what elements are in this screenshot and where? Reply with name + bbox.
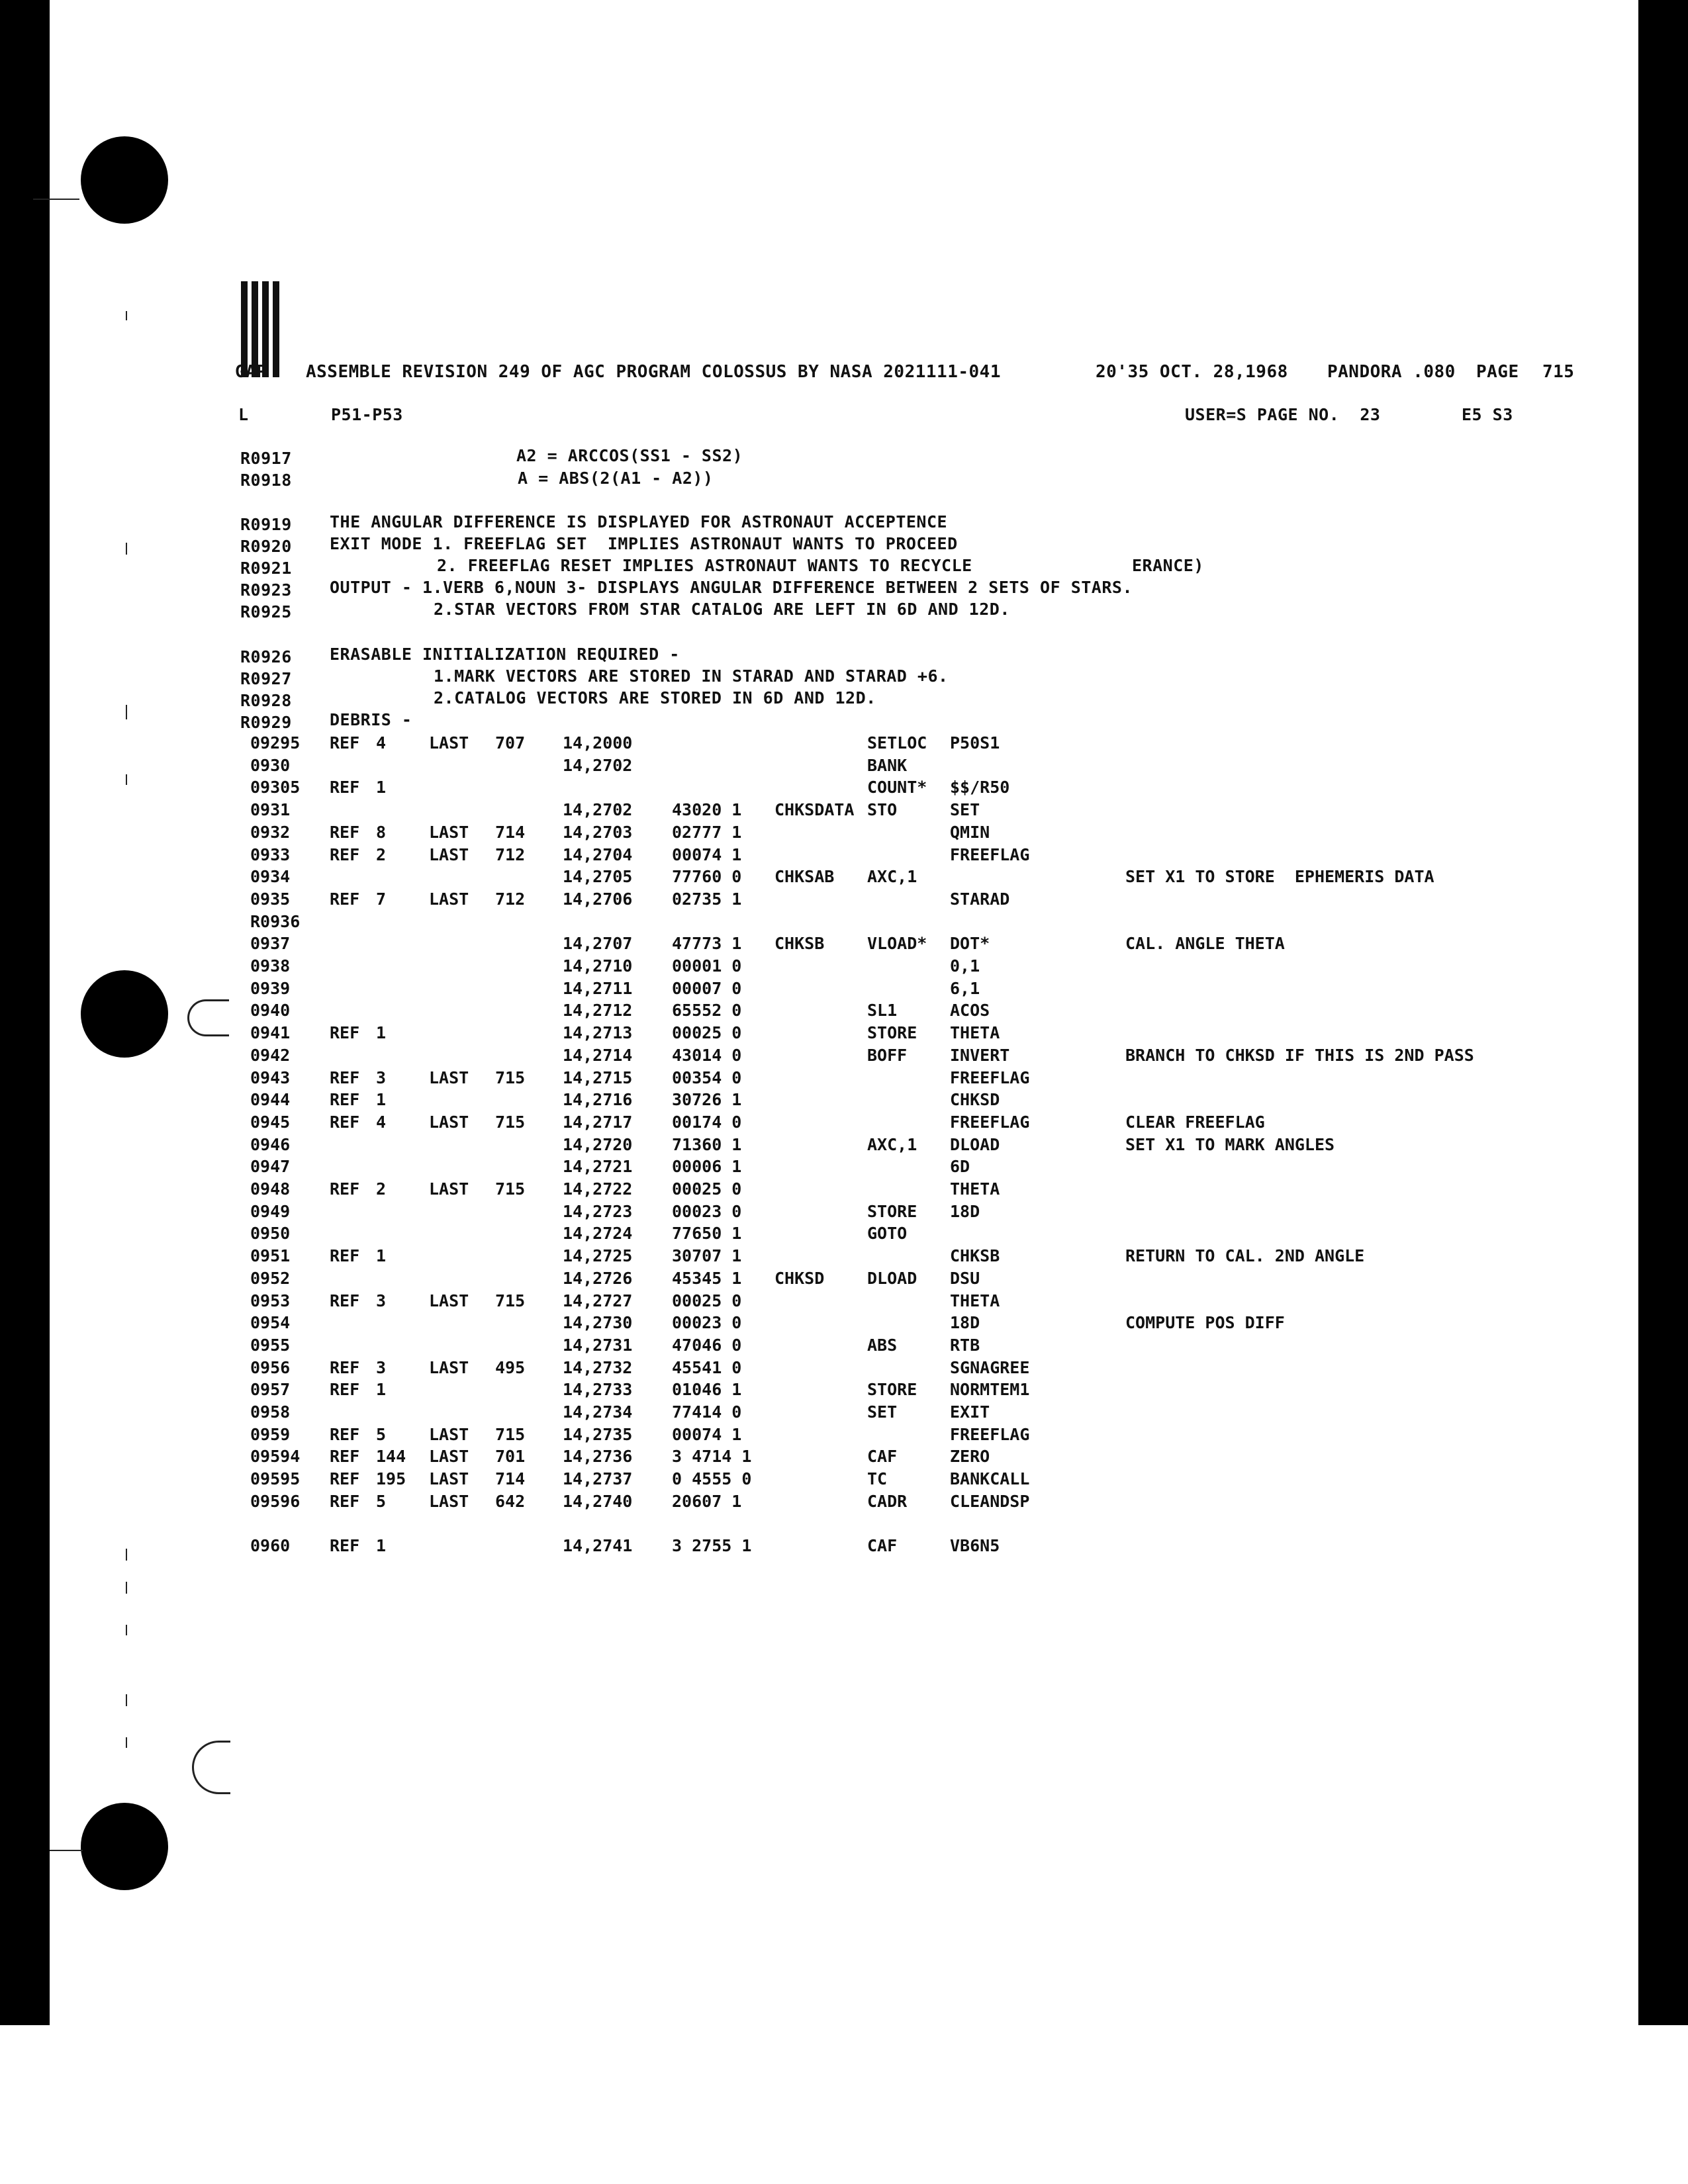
last-page: 712 bbox=[495, 889, 526, 909]
remark-text: ERASABLE INITIALIZATION REQUIRED - bbox=[330, 645, 680, 664]
operand: 18D bbox=[950, 1202, 980, 1221]
scan-border-left bbox=[0, 0, 50, 2025]
sequence-number: 0930 bbox=[250, 756, 291, 775]
address: 14,2727 bbox=[563, 1291, 633, 1310]
address: 14,2731 bbox=[563, 1336, 633, 1355]
octal-value: 02735 1 bbox=[672, 889, 742, 909]
operand: P50S1 bbox=[950, 733, 1000, 752]
sequence-number: 09594 bbox=[250, 1447, 301, 1466]
address: 14,2741 bbox=[563, 1536, 633, 1555]
operand: INVERT bbox=[950, 1046, 1010, 1065]
octal-value: 0 4555 0 bbox=[672, 1469, 752, 1488]
address: 14,2702 bbox=[563, 756, 633, 775]
last-label: LAST bbox=[429, 845, 469, 864]
address: 14,2733 bbox=[563, 1380, 633, 1399]
last-label: LAST bbox=[429, 1113, 469, 1132]
assembly-timestamp: 20'35 OCT. 28,1968 bbox=[1096, 362, 1288, 382]
operand: SET bbox=[950, 800, 980, 819]
last-page: 712 bbox=[495, 845, 526, 864]
last-page: 642 bbox=[495, 1492, 526, 1511]
address: 14,2703 bbox=[563, 823, 633, 842]
remark-text: A = ABS(2(A1 - A2)) bbox=[518, 469, 714, 488]
sequence-number: 0937 bbox=[250, 934, 291, 953]
ref-count: 144 bbox=[376, 1447, 406, 1466]
scan-mark bbox=[192, 1741, 230, 1794]
address: 14,2740 bbox=[563, 1492, 633, 1511]
operand: CHKSD bbox=[950, 1090, 1000, 1109]
sequence-number: 09595 bbox=[250, 1469, 301, 1488]
last-page: 715 bbox=[495, 1113, 526, 1132]
sequence-number: 0959 bbox=[250, 1425, 291, 1444]
comment: COMPUTE POS DIFF bbox=[1125, 1313, 1285, 1332]
operand: BANKCALL bbox=[950, 1469, 1030, 1488]
ref-label: REF bbox=[330, 845, 360, 864]
sequence-number: 0932 bbox=[250, 823, 291, 842]
sequence-number: 0931 bbox=[250, 800, 291, 819]
octal-value: 77650 1 bbox=[672, 1224, 742, 1243]
octal-value: 43014 0 bbox=[672, 1046, 742, 1065]
sequence-number: 0948 bbox=[250, 1179, 291, 1199]
ref-label: REF bbox=[330, 733, 360, 752]
octal-value: 30726 1 bbox=[672, 1090, 742, 1109]
sequence-number: R0936 bbox=[250, 912, 301, 931]
last-label: LAST bbox=[429, 1358, 469, 1377]
octal-value: 00025 0 bbox=[672, 1179, 742, 1199]
operand: SGNAGREE bbox=[950, 1358, 1030, 1377]
opcode: STORE bbox=[867, 1023, 917, 1042]
operand: CLEANDSP bbox=[950, 1492, 1030, 1511]
remark-text: A2 = ARCCOS(SS1 - SS2) bbox=[516, 446, 743, 465]
address: 14,2000 bbox=[563, 733, 633, 752]
address: 14,2722 bbox=[563, 1179, 633, 1199]
address: 14,2717 bbox=[563, 1113, 633, 1132]
page-number: 715 bbox=[1542, 362, 1575, 382]
ref-label: REF bbox=[330, 1358, 360, 1377]
address: 14,2725 bbox=[563, 1246, 633, 1265]
scan-mark bbox=[126, 543, 127, 555]
page-label: PAGE bbox=[1476, 362, 1519, 382]
address: 14,2737 bbox=[563, 1469, 633, 1488]
sequence-number: 0957 bbox=[250, 1380, 291, 1399]
punch-hole-middle bbox=[81, 970, 168, 1058]
opcode: VLOAD* bbox=[867, 934, 927, 953]
last-label: LAST bbox=[429, 1179, 469, 1199]
opcode: BOFF bbox=[867, 1046, 908, 1065]
operand: THETA bbox=[950, 1291, 1000, 1310]
scan-mark bbox=[126, 774, 127, 785]
operand: STARAD bbox=[950, 889, 1010, 909]
ref-label: REF bbox=[330, 1023, 360, 1042]
sequence-number: 0944 bbox=[250, 1090, 291, 1109]
remark-seq: R0923 bbox=[240, 580, 292, 600]
ref-count: 5 bbox=[376, 1492, 387, 1511]
last-label: LAST bbox=[429, 1291, 469, 1310]
scan-mark bbox=[126, 705, 127, 719]
comment: SET X1 TO MARK ANGLES bbox=[1125, 1135, 1335, 1154]
scan-mark bbox=[126, 1694, 127, 1706]
ref-label: REF bbox=[330, 1469, 360, 1488]
last-page: 715 bbox=[495, 1179, 526, 1199]
opcode: STORE bbox=[867, 1380, 917, 1399]
address: 14,2707 bbox=[563, 934, 633, 953]
sequence-number: 0945 bbox=[250, 1113, 291, 1132]
sequence-number: 0941 bbox=[250, 1023, 291, 1042]
scan-mark bbox=[187, 999, 229, 1036]
address: 14,2704 bbox=[563, 845, 633, 864]
address: 14,2730 bbox=[563, 1313, 633, 1332]
sequence-number: 0958 bbox=[250, 1402, 291, 1422]
octal-value: 00007 0 bbox=[672, 979, 742, 998]
opcode: AXC,1 bbox=[867, 867, 917, 886]
address: 14,2723 bbox=[563, 1202, 633, 1221]
ref-label: REF bbox=[330, 778, 360, 797]
listing-title: ASSEMBLE REVISION 249 OF AGC PROGRAM COLOSSUS BY NASA 2021111-041 bbox=[306, 362, 1001, 382]
octal-value: 00006 1 bbox=[672, 1157, 742, 1176]
ref-count: 3 bbox=[376, 1068, 387, 1087]
last-page: 715 bbox=[495, 1425, 526, 1444]
sequence-number: 0940 bbox=[250, 1001, 291, 1020]
octal-value: 01046 1 bbox=[672, 1380, 742, 1399]
sequence-number: 0947 bbox=[250, 1157, 291, 1176]
last-page: 495 bbox=[495, 1358, 526, 1377]
remark-seq: R0925 bbox=[240, 602, 292, 621]
octal-value: 71360 1 bbox=[672, 1135, 742, 1154]
octal-value: 47046 0 bbox=[672, 1336, 742, 1355]
sequence-number: 0951 bbox=[250, 1246, 291, 1265]
logo-text: GAP bbox=[235, 362, 267, 382]
last-page: 714 bbox=[495, 823, 526, 842]
sequence-number: 0939 bbox=[250, 979, 291, 998]
octal-value: 00074 1 bbox=[672, 1425, 742, 1444]
octal-value: 00023 0 bbox=[672, 1313, 742, 1332]
opcode: COUNT* bbox=[867, 778, 927, 797]
remark-text: OUTPUT - 1.VERB 6,NOUN 3- DISPLAYS ANGULAR DIFFERENCE BETWEEN 2 SETS OF STARS. bbox=[330, 578, 1133, 597]
ref-label: REF bbox=[330, 823, 360, 842]
last-page: 715 bbox=[495, 1068, 526, 1087]
comment: CLEAR FREEFLAG bbox=[1125, 1113, 1265, 1132]
opcode: AXC,1 bbox=[867, 1135, 917, 1154]
sequence-number: 0954 bbox=[250, 1313, 291, 1332]
operand: DLOAD bbox=[950, 1135, 1000, 1154]
last-page: 707 bbox=[495, 733, 526, 752]
octal-value: 47773 1 bbox=[672, 934, 742, 953]
sequence-number: 09295 bbox=[250, 733, 301, 752]
opcode: SETLOC bbox=[867, 733, 927, 752]
address: 14,2705 bbox=[563, 867, 633, 886]
remark-seq: R0918 bbox=[240, 471, 292, 490]
scan-mark bbox=[126, 1737, 127, 1748]
remark-text: 1.MARK VECTORS ARE STORED IN STARAD AND STARAD +6. bbox=[434, 666, 949, 686]
octal-value: 3 4714 1 bbox=[672, 1447, 752, 1466]
ref-count: 195 bbox=[376, 1469, 406, 1488]
sequence-number: 0933 bbox=[250, 845, 291, 864]
location-label: CHKSDATA bbox=[774, 800, 855, 819]
last-label: LAST bbox=[429, 1469, 469, 1488]
octal-value: 30707 1 bbox=[672, 1246, 742, 1265]
ref-label: REF bbox=[330, 1536, 360, 1555]
last-label: LAST bbox=[429, 733, 469, 752]
address: 14,2706 bbox=[563, 889, 633, 909]
opcode: SET bbox=[867, 1402, 898, 1422]
ref-count: 1 bbox=[376, 778, 387, 797]
user-code: E5 S3 bbox=[1462, 405, 1513, 424]
ref-label: REF bbox=[330, 1113, 360, 1132]
last-label: LAST bbox=[429, 1492, 469, 1511]
sequence-number: 0949 bbox=[250, 1202, 291, 1221]
address: 14,2720 bbox=[563, 1135, 633, 1154]
octal-value: 00025 0 bbox=[672, 1023, 742, 1042]
ref-count: 4 bbox=[376, 1113, 387, 1132]
pandora-label: PANDORA .080 bbox=[1327, 362, 1456, 382]
address: 14,2724 bbox=[563, 1224, 633, 1243]
address: 14,2710 bbox=[563, 956, 633, 976]
operand: 18D bbox=[950, 1313, 980, 1332]
sequence-number: 0955 bbox=[250, 1336, 291, 1355]
sequence-number: 0934 bbox=[250, 867, 291, 886]
address: 14,2736 bbox=[563, 1447, 633, 1466]
user-page: USER=S PAGE NO. 23 bbox=[1185, 405, 1381, 424]
opcode: CAF bbox=[867, 1536, 898, 1555]
operand: $$/R50 bbox=[950, 778, 1010, 797]
operand: 6,1 bbox=[950, 979, 980, 998]
octal-value: 45541 0 bbox=[672, 1358, 742, 1377]
ref-count: 3 bbox=[376, 1291, 387, 1310]
ref-label: REF bbox=[330, 1090, 360, 1109]
operand: EXIT bbox=[950, 1402, 990, 1422]
address: 14,2716 bbox=[563, 1090, 633, 1109]
address: 14,2713 bbox=[563, 1023, 633, 1042]
octal-value: 00174 0 bbox=[672, 1113, 742, 1132]
operand: RTB bbox=[950, 1336, 980, 1355]
opcode: SL1 bbox=[867, 1001, 898, 1020]
ref-count: 4 bbox=[376, 733, 387, 752]
sequence-number: 0960 bbox=[250, 1536, 291, 1555]
sequence-number: 0953 bbox=[250, 1291, 291, 1310]
ref-label: REF bbox=[330, 1068, 360, 1087]
last-page: 701 bbox=[495, 1447, 526, 1466]
remark-seq: R0926 bbox=[240, 647, 292, 666]
last-label: LAST bbox=[429, 889, 469, 909]
last-label: LAST bbox=[429, 1447, 469, 1466]
opcode: CAF bbox=[867, 1447, 898, 1466]
scan-mark bbox=[126, 1625, 127, 1635]
ref-count: 1 bbox=[376, 1090, 387, 1109]
ref-count: 1 bbox=[376, 1380, 387, 1399]
comment: RETURN TO CAL. 2ND ANGLE bbox=[1125, 1246, 1365, 1265]
operand: ACOS bbox=[950, 1001, 990, 1020]
sequence-number: 0956 bbox=[250, 1358, 291, 1377]
sequence-number: 0943 bbox=[250, 1068, 291, 1087]
sequence-number: 09305 bbox=[250, 778, 301, 797]
ref-count: 2 bbox=[376, 1179, 387, 1199]
octal-value: 00023 0 bbox=[672, 1202, 742, 1221]
ref-count: 1 bbox=[376, 1023, 387, 1042]
sequence-number: 0950 bbox=[250, 1224, 291, 1243]
octal-value: 77414 0 bbox=[672, 1402, 742, 1422]
opcode: BANK bbox=[867, 756, 908, 775]
operand: FREEFLAG bbox=[950, 1113, 1030, 1132]
scan-mark bbox=[33, 199, 79, 200]
remark-text: THE ANGULAR DIFFERENCE IS DISPLAYED FOR ASTRONAUT ACCEPTENCE bbox=[330, 512, 948, 531]
opcode: CADR bbox=[867, 1492, 908, 1511]
remark-tail: ERANCE) bbox=[1132, 556, 1204, 575]
sequence-number: 0942 bbox=[250, 1046, 291, 1065]
line-marker: L bbox=[238, 405, 249, 424]
ref-count: 7 bbox=[376, 889, 387, 909]
sequence-number: 0935 bbox=[250, 889, 291, 909]
scan-mark bbox=[126, 1549, 127, 1561]
comment: SET X1 TO STORE EPHEMERIS DATA bbox=[1125, 867, 1434, 886]
opcode: TC bbox=[867, 1469, 888, 1488]
ref-label: REF bbox=[330, 1246, 360, 1265]
octal-value: 45345 1 bbox=[672, 1269, 742, 1288]
operand: VB6N5 bbox=[950, 1536, 1000, 1555]
operand: FREEFLAG bbox=[950, 1425, 1030, 1444]
operand: THETA bbox=[950, 1023, 1000, 1042]
operand: CHKSB bbox=[950, 1246, 1000, 1265]
ref-count: 1 bbox=[376, 1246, 387, 1265]
sequence-number: 0938 bbox=[250, 956, 291, 976]
octal-value: 00025 0 bbox=[672, 1291, 742, 1310]
operand: DSU bbox=[950, 1269, 980, 1288]
remark-text: 2.STAR VECTORS FROM STAR CATALOG ARE LEFT IN 6D AND 12D. bbox=[434, 600, 1010, 619]
remark-text: DEBRIS - bbox=[330, 710, 412, 729]
octal-value: 65552 0 bbox=[672, 1001, 742, 1020]
address: 14,2715 bbox=[563, 1068, 633, 1087]
ref-label: REF bbox=[330, 1492, 360, 1511]
operand: 6D bbox=[950, 1157, 970, 1176]
remark-seq: R0929 bbox=[240, 713, 292, 732]
opcode: GOTO bbox=[867, 1224, 908, 1243]
octal-value: 02777 1 bbox=[672, 823, 742, 842]
operand: FREEFLAG bbox=[950, 1068, 1030, 1087]
remark-text: 2.CATALOG VECTORS ARE STORED IN 6D AND 12D. bbox=[434, 688, 876, 707]
address: 14,2721 bbox=[563, 1157, 633, 1176]
address: 14,2732 bbox=[563, 1358, 633, 1377]
opcode: STORE bbox=[867, 1202, 917, 1221]
remark-seq: R0927 bbox=[240, 669, 292, 688]
operand: QMIN bbox=[950, 823, 990, 842]
ref-count: 3 bbox=[376, 1358, 387, 1377]
last-label: LAST bbox=[429, 1425, 469, 1444]
ref-count: 2 bbox=[376, 845, 387, 864]
location-label: CHKSB bbox=[774, 934, 825, 953]
octal-value: 00074 1 bbox=[672, 845, 742, 864]
operand: ZERO bbox=[950, 1447, 990, 1466]
remark-seq: R0919 bbox=[240, 515, 292, 534]
address: 14,2714 bbox=[563, 1046, 633, 1065]
ref-label: REF bbox=[330, 1179, 360, 1199]
opcode: ABS bbox=[867, 1336, 898, 1355]
octal-value: 00001 0 bbox=[672, 956, 742, 976]
ref-label: REF bbox=[330, 1380, 360, 1399]
address: 14,2702 bbox=[563, 800, 633, 819]
ref-label: REF bbox=[330, 1425, 360, 1444]
address: 14,2734 bbox=[563, 1402, 633, 1422]
operand: DOT* bbox=[950, 934, 990, 953]
octal-value: 77760 0 bbox=[672, 867, 742, 886]
punch-hole-bottom bbox=[81, 1803, 168, 1890]
scan-mark bbox=[126, 311, 127, 320]
opcode: DLOAD bbox=[867, 1269, 917, 1288]
address: 14,2711 bbox=[563, 979, 633, 998]
address: 14,2726 bbox=[563, 1269, 633, 1288]
location-label: CHKSAB bbox=[774, 867, 835, 886]
sequence-number: 0946 bbox=[250, 1135, 291, 1154]
octal-value: 00354 0 bbox=[672, 1068, 742, 1087]
scan-border-right bbox=[1638, 0, 1688, 2025]
address: 14,2712 bbox=[563, 1001, 633, 1020]
opcode: STO bbox=[867, 800, 898, 819]
comment: BRANCH TO CHKSD IF THIS IS 2ND PASS bbox=[1125, 1046, 1474, 1065]
sequence-number: 0952 bbox=[250, 1269, 291, 1288]
remark-seq: R0917 bbox=[240, 449, 292, 468]
last-label: LAST bbox=[429, 823, 469, 842]
operand: THETA bbox=[950, 1179, 1000, 1199]
address: 14,2735 bbox=[563, 1425, 633, 1444]
remark-seq: R0920 bbox=[240, 537, 292, 556]
last-page: 715 bbox=[495, 1291, 526, 1310]
octal-value: 43020 1 bbox=[672, 800, 742, 819]
remark-text: EXIT MODE 1. FREEFLAG SET IMPLIES ASTRONAUT WANTS TO PROCEED bbox=[330, 534, 958, 553]
operand: 0,1 bbox=[950, 956, 980, 976]
ref-label: REF bbox=[330, 889, 360, 909]
last-page: 714 bbox=[495, 1469, 526, 1488]
ref-count: 1 bbox=[376, 1536, 387, 1555]
remark-seq: R0921 bbox=[240, 559, 292, 578]
ref-count: 5 bbox=[376, 1425, 387, 1444]
ref-label: REF bbox=[330, 1291, 360, 1310]
octal-value: 3 2755 1 bbox=[672, 1536, 752, 1555]
remark-seq: R0928 bbox=[240, 691, 292, 710]
ref-count: 8 bbox=[376, 823, 387, 842]
scan-mark bbox=[126, 1582, 127, 1594]
remark-text: 2. FREEFLAG RESET IMPLIES ASTRONAUT WANTS TO RECYCLE bbox=[437, 556, 972, 575]
ref-label: REF bbox=[330, 1447, 360, 1466]
location-label: CHKSD bbox=[774, 1269, 825, 1288]
sequence-number: 09596 bbox=[250, 1492, 301, 1511]
operand: FREEFLAG bbox=[950, 845, 1030, 864]
comment: CAL. ANGLE THETA bbox=[1125, 934, 1285, 953]
scan-mark bbox=[50, 1850, 83, 1851]
octal-value: 20607 1 bbox=[672, 1492, 742, 1511]
punch-hole-top bbox=[81, 136, 168, 224]
program-name: P51-P53 bbox=[331, 405, 403, 424]
operand: NORMTEM1 bbox=[950, 1380, 1030, 1399]
last-label: LAST bbox=[429, 1068, 469, 1087]
